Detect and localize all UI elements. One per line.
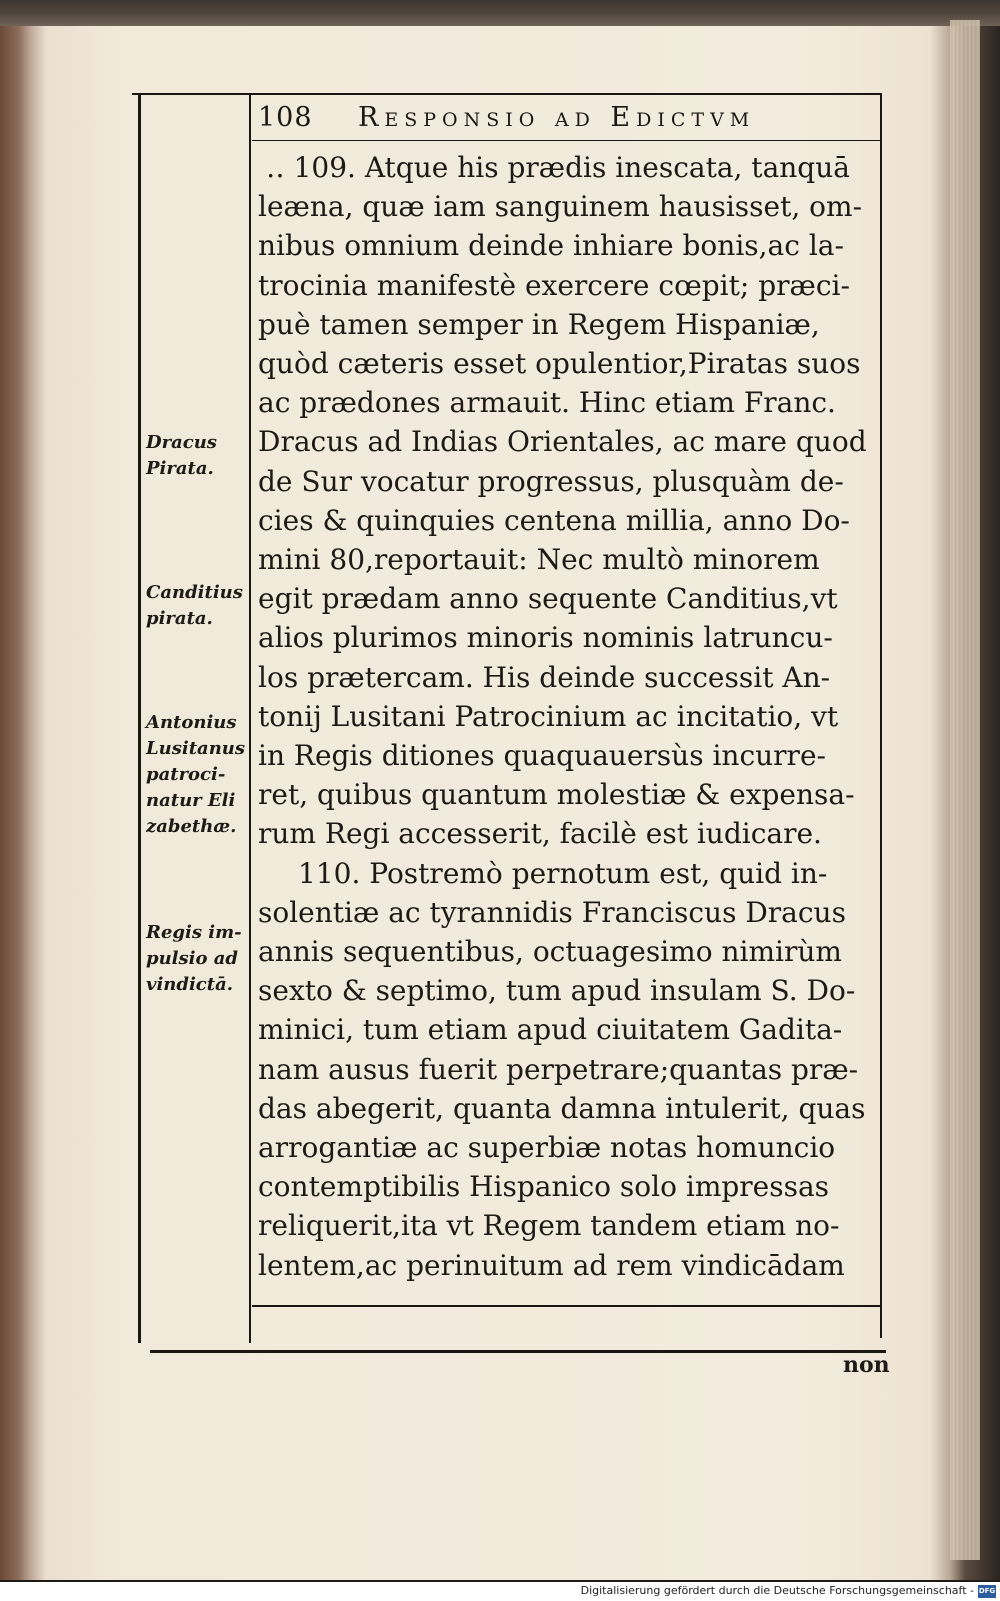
- body-line: alios plurimos minoris nominis latruncu-: [258, 621, 833, 655]
- body-line: rum Regi accesserit, facilè est iudicare.: [258, 817, 822, 851]
- body-line: los prætercam. His deinde successit An-: [258, 660, 831, 694]
- margin-note: [146, 920, 256, 998]
- margin-note-line: zabethæ.: [146, 816, 237, 837]
- margin-note-line: natur Eli: [146, 790, 236, 811]
- body-line: de Sur vocatur progressus, plusquàm de-: [258, 464, 844, 498]
- frame-top-rule: [132, 93, 880, 95]
- body-line: ret, quibus quantum molestiæ & expensa-: [258, 778, 855, 812]
- body-line: nam ausus fuerit perpetrare;quantas præ-: [258, 1052, 859, 1086]
- frame-right-rule: [880, 93, 882, 1338]
- body-line: contemptibilis Hispanico solo impressas: [258, 1170, 830, 1204]
- body-line: arrogantiæ ac superbiæ notas homuncio: [258, 1131, 836, 1164]
- body-line: in Regis ditiones quaquauersùs incurre-: [258, 739, 826, 772]
- body-line: cies & quinquies centena millia, anno Do-: [258, 503, 850, 537]
- margin-note-line: Antonius: [146, 712, 237, 733]
- margin-note-line: vindictā.: [146, 974, 234, 995]
- running-header: [258, 96, 898, 136]
- body-line: Dracus ad Indias Orientales, ac mare quod: [258, 425, 867, 459]
- margin-note-line: pulsio ad: [146, 948, 239, 969]
- body-line: das abegerit, quanta damna intulerit, quas: [258, 1091, 866, 1125]
- frame-bottom-rule: [150, 1350, 886, 1353]
- margin-note-line: patroci-: [146, 764, 226, 785]
- margin-note: [146, 580, 256, 632]
- body-line: ac prædones armauit. Hinc etiam Franc.: [258, 386, 836, 420]
- margin-note-line: Canditius: [146, 582, 243, 603]
- margin-note: [146, 710, 256, 840]
- body-line: mini 80,reportauit: Nec multò minorem: [258, 543, 820, 576]
- body-line: trocinia manifestè exercere cœpit; præci-: [258, 268, 850, 302]
- page-number: 108: [258, 102, 313, 133]
- margin-note-line: Regis im-: [146, 922, 242, 943]
- body-line: minici, tum etiam apud ciuitatem Gadita-: [258, 1013, 843, 1047]
- body-line: leæna, quæ iam sanguinem hausisset, om-: [258, 190, 863, 224]
- body-line: reliquerit,ita vt Regem tandem etiam no-: [258, 1209, 840, 1243]
- page-edges-right: [950, 20, 980, 1560]
- catchword: non: [843, 1352, 890, 1378]
- frame-left-rule: [138, 93, 141, 1343]
- body-line: solentiæ ac tyrannidis Franciscus Dracus: [258, 895, 846, 929]
- margin-note-line: Lusitanus: [146, 738, 245, 759]
- body-line: egit prædam anno sequente Canditius,vt: [258, 582, 838, 616]
- body-line: quòd cæteris esset opulentior,Piratas suos: [258, 347, 861, 380]
- margin-note-line: Pirata.: [146, 458, 214, 479]
- margin-note-line: Dracus: [146, 432, 217, 453]
- dfg-logo: DFG: [978, 1585, 996, 1598]
- body-line: tonij Lusitani Patrocinium ac incitatio, vt: [258, 699, 839, 733]
- body-line: puè tamen semper in Regem Hispaniæ,: [258, 307, 820, 341]
- body-line: nibus omnium deinde inhiare bonis,ac la-: [258, 229, 844, 263]
- body-line: sexto & septimo, tum apud insulam S. Do-: [258, 974, 856, 1008]
- body-line: annis sequentibus, octuagesimo nimirùm: [258, 935, 842, 968]
- footer-credit: Digitalisierung gefördert durch die Deutsche Forschungsgemeinschaft -: [580, 1584, 974, 1597]
- body-line: lentem,ac perinuitum ad rem vindicādam: [258, 1248, 845, 1282]
- top-page-edge: [0, 0, 1000, 26]
- margin-note-line: pirata.: [146, 608, 213, 629]
- body-line: 110. Postremò pernotum est, quid in-: [298, 856, 828, 890]
- running-title: Responsio ad Edictvm: [358, 102, 756, 133]
- frame-bottom-rule-inner: [252, 1305, 880, 1307]
- frame-header-rule: [252, 140, 880, 141]
- body-line: ‥ 109. Atque his prædis inescata, tanquā: [266, 151, 850, 184]
- margin-note: [146, 430, 256, 482]
